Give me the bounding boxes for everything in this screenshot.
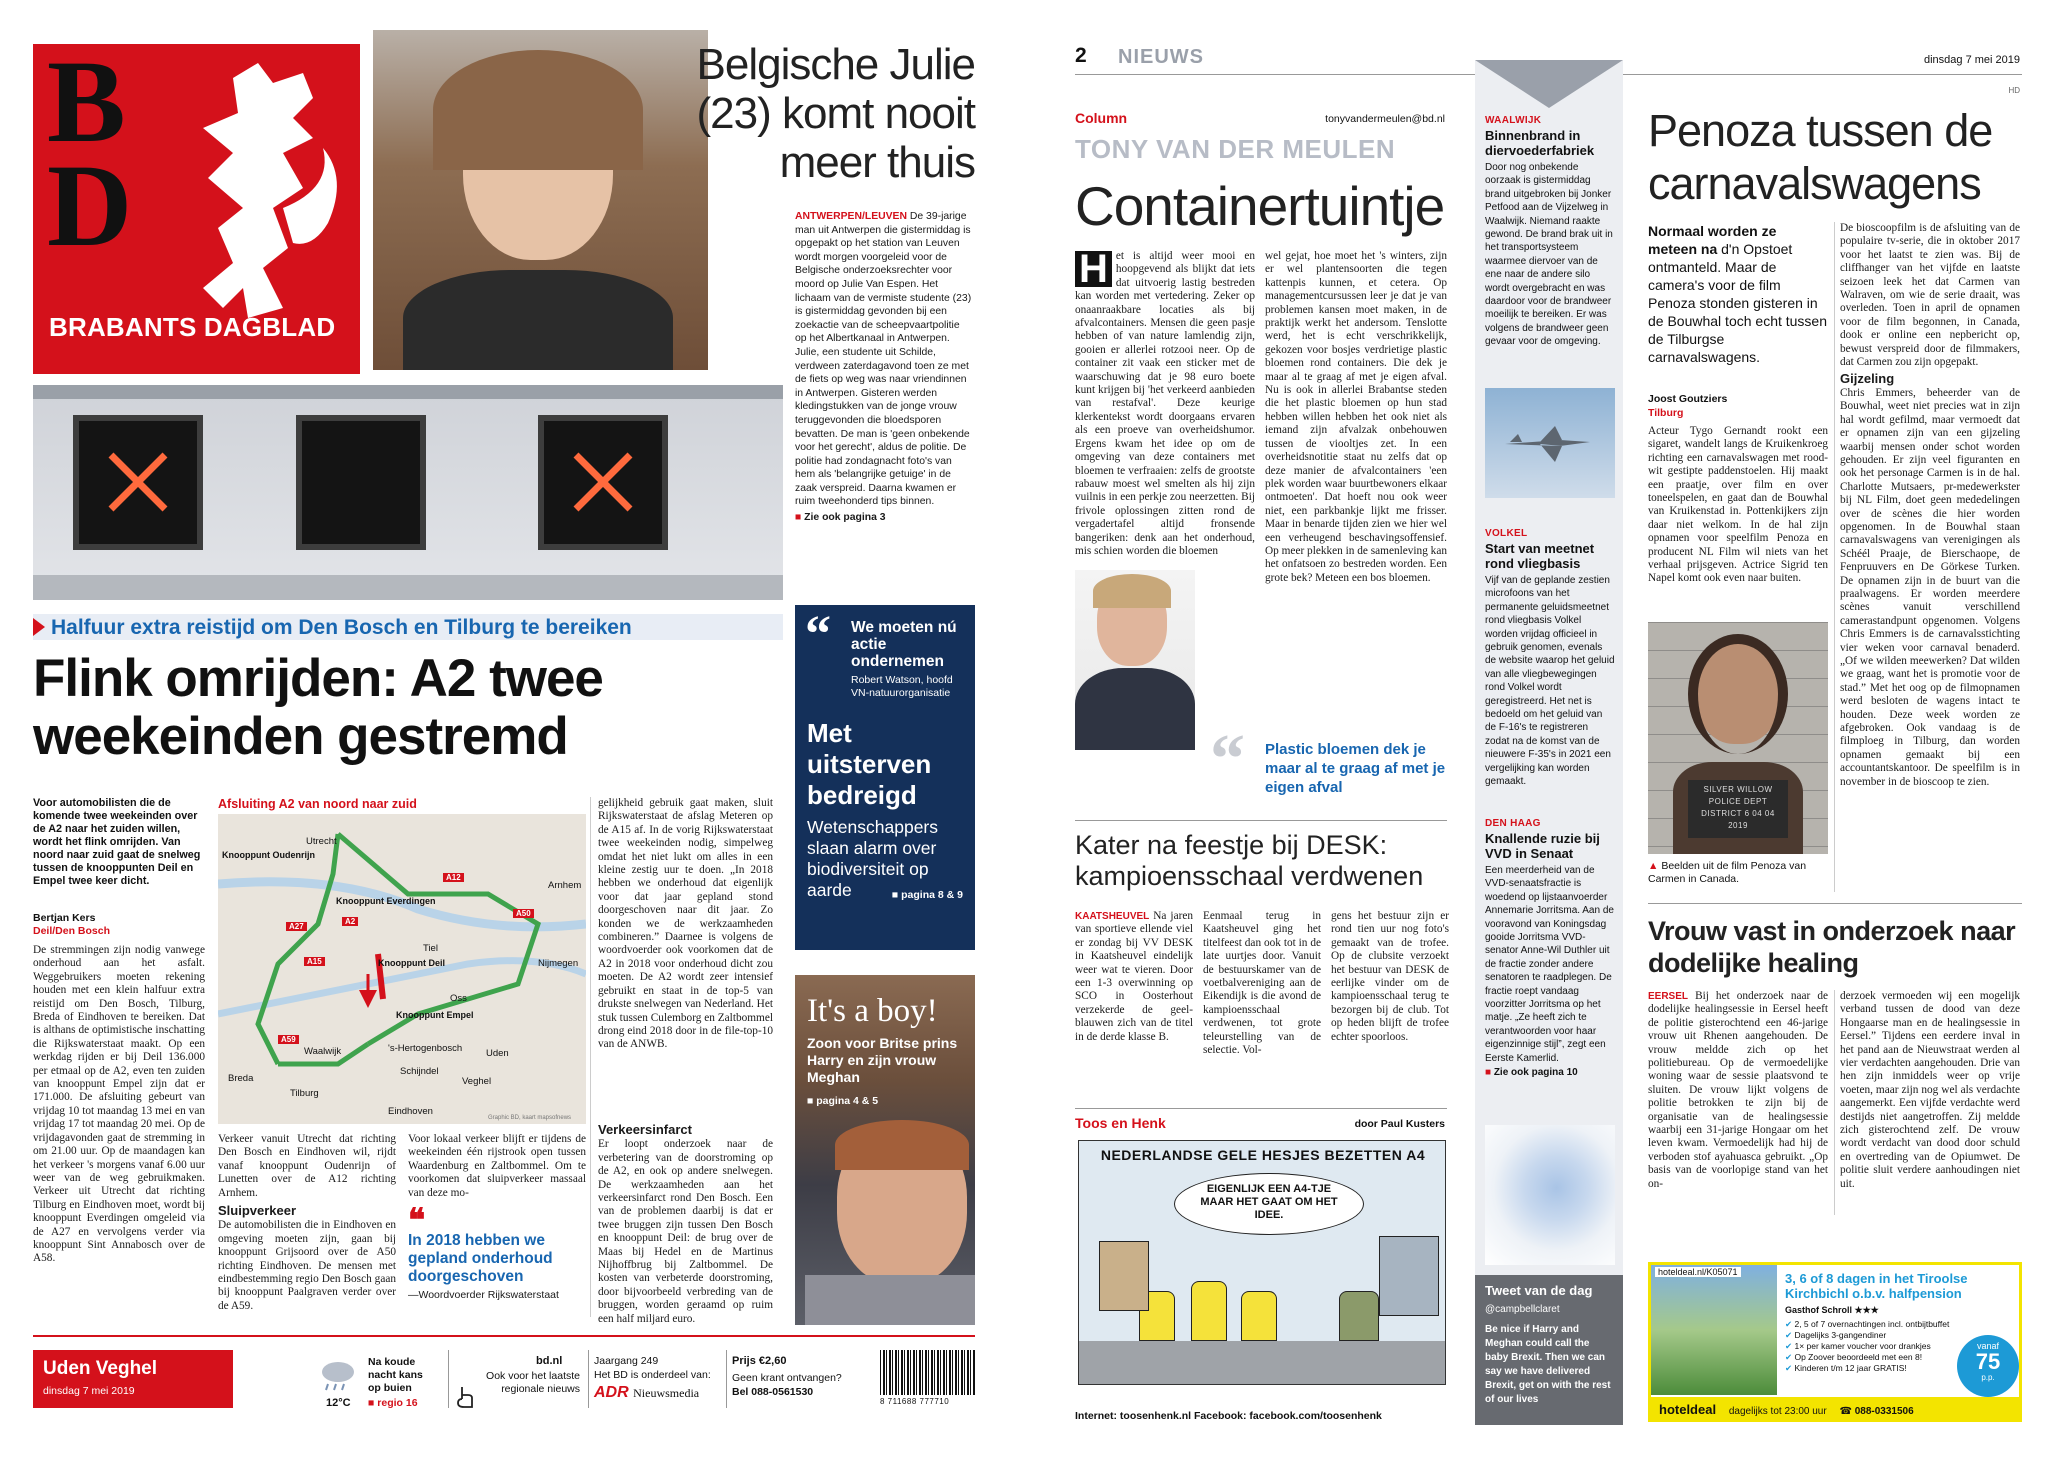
phone-icon: ☎: [1839, 1406, 1852, 1417]
service-phone[interactable]: Bel 088-0561530: [732, 1386, 814, 1398]
desk-col2: Eenmaal terug in Kaatsheuvel ging het titelfeest dan ook tot in de late uurtjes door. Vanuit de bestuurskamer van de voetbalvereniging aan de Eikendijk is die avond de kampioensschaal verdwenen, tot grote teleurstelling van de selectie. Vol-: [1203, 910, 1321, 1057]
group-label: Het BD is onderdeel van:: [594, 1369, 711, 1381]
tweet-handle: @campbellclaret: [1485, 1304, 1560, 1315]
denhaag-place: DEN HAAG: [1485, 818, 1541, 829]
a2-quote: In 2018 hebben we gepland onderhoud doorgeschoven: [408, 1232, 553, 1286]
edition-date: dinsdag 7 mei 2019: [43, 1385, 135, 1397]
map-label-den-bosch: 's-Hertogenbosch: [388, 1043, 463, 1054]
penoza-caption: ▲ Beelden uit de film Penoza van Carmen in Canada.: [1648, 860, 1807, 885]
tweet-box[interactable]: [1475, 1275, 1623, 1425]
eersel-body-1: Bij het onderzoek naar de dodelijke healingsessie in Eersel heeft de politie gisterochtend een 46-jarige vrouw uit Rhenen aangehouden. De vrouw meldde zich op het politiebureau. Op de vermoedelijke woning waar de sessie plaatsvond te sluiten. De vrouw lijkt volgens de politie betrokken te zijn bij de organisatie van de healingsessie waarbij een 31-jarige Hongaar om het leven kwam. Vermoedelijk had hij de verboden stof ayahuasca gebruikt. „Op basis van de voorlopige stand van het on-: [1648, 990, 1828, 1190]
lead-ref: Zie ook pagina 3: [804, 512, 886, 524]
bio-ref: pagina 8 & 9: [901, 889, 963, 901]
lead-dateline: ANTWERPEN/LEUVEN: [795, 211, 907, 222]
eersel-col2: derzoek vermoeden wij een mogelijk verband tussen de dood van deze Hongaarse man en de healingsessie in Eersel.” Tijdens een eerdere inval in het pand aan de Nieuwstraat werden al vier verdachten aangehouden. Drie van hen zijn inmiddels weer op vrije voeten, maar zijn nog wel als verdachte aangemerkt. Een vijfde verdachte werd destijds niet aangetroffen. Zij meldde zich gisterochtend zelf. De vrouw wordt verdacht van dood door schuld en overtreding van de Opiumwet. De politie sluit verdere aanhoudingen niet uit.: [1840, 990, 2020, 1190]
map-label-everdingen: Knooppunt Everdingen: [336, 896, 436, 906]
map-credit: Graphic BD, kaart mapsofnews: [488, 1115, 572, 1121]
ad-footer: [1651, 1397, 2022, 1422]
penoza-author: Joost Goutziers: [1648, 393, 1728, 405]
penoza-place: Tilburg: [1648, 407, 1684, 419]
columnist-photo: [1075, 570, 1195, 750]
ad-item: ✔ Kinderen t/m 12 jaar GRATIS!: [1785, 1363, 1907, 1373]
ad-items: [1785, 1319, 1955, 1374]
fighter-jet-photo: [1485, 388, 1615, 498]
web-sub: Ook voor het laatste regionale nieuws: [486, 1370, 580, 1395]
masthead-logo[interactable]: [33, 36, 360, 374]
ad-hotel: Gasthof Schroll ★★★: [1785, 1305, 1879, 1315]
penoza-body-2: De bioscoopfilm is de afsluiting van de populaire tv-serie, die in oktober 2017 voor het laatst te zien was. Bij de cliffhanger van het vijfde en laatste seizoen leek het dat Carmen van Walraven, om wie de serie draait, was overleden. Toen in april de opnamen voor de film begonnen, in Canada, dook er online een nepbericht op, bewust verspreid door de filmmakers, dat Carmen zou zijn opgepakt.: [1840, 222, 2020, 369]
comic-banner: NEDERLANDSE GELE HESJES BEZETTEN A4: [1100, 1147, 1426, 1163]
a2-body-col4: [598, 797, 773, 1326]
penoza-col2: [1840, 222, 2020, 894]
adr-logo: ADR Nieuwsmedia: [594, 1384, 700, 1401]
map-label-deil: Knooppunt Deil: [378, 958, 445, 968]
ad-item: ✔ Dagelijks 3-gangendiner: [1785, 1330, 1887, 1340]
a2-headline[interactable]: Flink omrijden: A2 twee weekeinden gestremd: [33, 649, 603, 766]
royal-baby-box[interactable]: [795, 975, 975, 1325]
map-label-tiel: Tiel: [423, 943, 438, 954]
a2-body-col2: [218, 1133, 396, 1313]
quote-mark-icon: “: [805, 606, 831, 663]
a2-body-5: gelijkheid gebruik gaat maken, sluit Rijkswaterstaat de afslag Meteren op de A15 af. In de vorig Rijkswaterstaat twee weekeinden nodig, simpelweg omdat het niet lukt om alles in een kleine zestig uur te doen. „In 2018 hebben we onderhoud dat eigenlijk voor dat jaar gepland stond doorgeschoven naar dit jaar. Zo konden we de werkzaamheden combineren.” Daarnee is volgens de woordvoerder ook voorkomen dat de A2 in 2018 voor onderhoud dicht zou moeten. De A2 wordt zeer intensief gebruikt en staat in de top-5 van drukste snelwegen van Nederland. Het stuk tussen Culemborg en Zaltbommel drong eind 2018 door in de file-top-10 van de ANWB.: [598, 797, 773, 1051]
weather-forecast: Na koude nacht kans op buien: [368, 1356, 423, 1394]
ad-from: vanaf: [1976, 1341, 2000, 1351]
column-label: Column: [1075, 110, 1128, 126]
bio-headline: Met uitsterven bedreigd: [807, 718, 932, 810]
road-label-a50: A50: [513, 909, 534, 918]
denhaag-brief[interactable]: [1485, 818, 1615, 1078]
hoteldeal-ad[interactable]: [1648, 1262, 2022, 1422]
volkel-place: VOLKEL: [1485, 528, 1528, 539]
bio-ref-row: ■ pagina 8 & 9: [891, 889, 963, 901]
waalwijk-place: WAALWIJK: [1485, 115, 1542, 126]
desk-col3: gens het bestuur zijn er rond tien uur nog foto's gemaakt van de trofee. Op de clubsite verzoekt het bestuur van DESK de eerlijke vinder om de kampioensschaal terug te bezorgen bij de club. Tot op heden blijft de trofee echter spoorloos.: [1331, 910, 1449, 1043]
waalwijk-head: Binnenbrand in diervoederfabriek: [1485, 128, 1595, 158]
a2-author-place: Deil/Den Bosch: [33, 925, 111, 937]
a2-body-6: Er loopt onderzoek naar de verbetering van de doorstroming op de A2, en ook op andere snelwegen. De werkzaamheden aan het verkeersinfarct rond Den Bosch. Een van de problemen daarbij is dat er twee bruggen zijn tussen Den Bosch en knooppunt Deil: de brug over de Maas bij Hedel en de Martinus Nijhoffbrug bij Zaltbommel. De kosten van verbeterde doorstroming, door bijvoorbeeld verbreding van de bruggen, worden geraamd op ruim een half miljard euro.: [598, 1138, 773, 1325]
a2-sub-sluipverkeer: Sluipverkeer: [218, 1203, 297, 1219]
column-pullquote-icon: “: [1210, 721, 1245, 798]
denhaag-ref-row: ■ Zie ook pagina 10: [1485, 1067, 1578, 1079]
road-label-a59: A59: [278, 1035, 299, 1044]
a2-intro: Voor automobilisten die de komende twee weekeinden over de A2 naar het zuiden willen, wordt het flink omrijden. Van noord naar zuid gaat de snelweg tussen de knooppunten Deil en Empel twee keer dicht.: [33, 797, 201, 887]
penoza-byline: [1648, 392, 1727, 420]
price: Prijs €2,60: [732, 1355, 787, 1367]
quote-mark-icon: ❝: [408, 1202, 426, 1239]
map-title: Afsluiting A2 van noord naar zuid: [218, 797, 417, 811]
desk-dateline: KAATSHEUVEL: [1075, 911, 1150, 922]
map-label-eindhoven: Eindhoven: [388, 1106, 433, 1117]
weather-region[interactable]: ■ regio 16: [368, 1397, 418, 1409]
ad-item: ✔ 1× per kamer voucher voor drankjes: [1785, 1341, 1931, 1351]
penoza-mugshot: [1648, 622, 1828, 854]
penoza-headline[interactable]: Penoza tussen de carnavalswagens: [1648, 105, 1993, 209]
ad-pp: p.p.: [1981, 1373, 1995, 1382]
barcode: [880, 1350, 975, 1395]
bio-quote-src: Robert Watson, hoofd VN-natuurorganisatie: [851, 674, 953, 699]
a2-body-col3: [408, 1133, 586, 1302]
column-headline[interactable]: Containertuintje: [1075, 175, 1445, 237]
hand-pointer-icon: [454, 1385, 476, 1409]
lead-article: [795, 210, 972, 525]
comic-panel: [1078, 1140, 1446, 1385]
matrix-sign-photo: [33, 385, 783, 600]
map-label-oudenrijn: Knooppunt Oudenrijn: [222, 850, 315, 860]
desk-headline[interactable]: Kater na feestje bij DESK: kampioensschaal verdwenen: [1075, 830, 1424, 891]
a2-byline: [33, 912, 203, 938]
volkel-head: Start van meetnet rond vliegbasis: [1485, 541, 1595, 571]
lead-body: De 39-jarige man uit Antwerpen die gistermiddag is opgepakt op het station van Leuven wordt morgen voorgeleid voor de Belgische onderzoeksrechter voor moord op Julie Van Espen. Het lichaam van de vermiste studente (23) is gistermiddag gevonden bij een zoekactie van de scheepvaartpolitie op het Albertkanaal in Antwerpen. Julie, een studente uit Schilde, verdween zaterdagavond toen ze met de fiets op weg was naar vriendinnen in Antwerpen. Gisteren werden kledingstukken van de jonge vrouw teruggevonden die bloedsporen bevatten. De man is 'geen onbekende voor het gerecht', aldus de politie. De politie had zondagnacht foto's van hem als 'belangrijke getuige' in de zaak verspreid. Daarna kwamen er ruim tweehonderd tips binnen.: [795, 211, 972, 508]
a2-kicker-row: [33, 614, 783, 640]
closed-lane-x-icon: [568, 447, 638, 517]
map-label-utrecht: Utrecht: [306, 836, 337, 847]
ad-photo: [1651, 1265, 1777, 1395]
road-label-a12: A12: [443, 873, 464, 882]
penoza-intro-bold: Normaal worden ze meteen na: [1648, 223, 1777, 257]
comic-balloon-text: EIGENLIJK EEN A4-TJE MAAR HET GAAT OM HET IDEE.: [1200, 1183, 1338, 1221]
ad-url[interactable]: hoteldeal.nl/K05071: [1655, 1267, 1741, 1277]
a2-author: Bertjan Kers: [33, 912, 96, 924]
penoza-intro: [1648, 222, 1828, 366]
section-title: NIEUWS: [1118, 46, 1204, 68]
a2-body-col1: De stremmingen zijn nodig vanwege onderhoud aan het asfalt. Weggebruikers moeten rekening houden met een klein halfuur extra reistijd om Den Bosch, Tilburg, Breda of Eindhoven te bereiken. Dat is althans de optimistische inschatting die Rijkswaterstaat maakt. Op een werkdag rijden er bij Deil 136.000 per etmaal op de A2, even ten zuiden van knooppunt Empel zijn dat er 171.000. De afsluiting gebeurt van vrijdag 10 tot maandag 13 mei en van vrijdag 17 tot maandag 20 mei. Op de vrijdagavonden gaat de stremming in om 21.00 uur. Op de maandagen kan het verkeer 's morgens vanaf 6.00 uur weer van de weg gebruikmaken. Verkeer uit Utrecht dat richting Tilburg en Eindhoven moet, wordt bij knooppunt Everdingen omgeleid via de A27 en vervolgens verder via knooppunt Sint Annabosch over de A58.: [33, 944, 205, 1265]
weather-temp: 12°C: [326, 1397, 351, 1409]
logo-letters: BD: [47, 36, 133, 271]
road-label-a27: A27: [286, 922, 307, 931]
a2-pullquote: [408, 1202, 586, 1302]
eersel-col1: [1648, 990, 1828, 1191]
volkel-brief[interactable]: [1485, 528, 1615, 789]
column-col2: wel gejat, hoe moet het 's winters, zijn er wel plantensoorten die tegen kattenpis kunnen, et cetera. Op managementcursussen leer je dat je van problemen kansen moet maken, in de praktijk werkt het andersom. Tenslotte werd, het is echt verschrikkelijk, gekozen voor bosjes verdrietige plastic bloemen rond containers. Die dek je maar al te graag af met je eigen afval. Nu is ook in allerlei Brabantse steden die het plastic bloemen op hun stad hebben willen hebben het ook niet als iemand zijn afvalzak onbehouwen tussen de viooltjes zet. In een overheidsnotitie staat nu zelfs dat op deze manier de afvalcontainers 'een plek worden waar buurtbewoners elkaar ontmoeten'. Dat hoeft nou ook weer niet, een parkbankje lijkt me frisser. Maar in benarde tijden zien we hier wel een verheugend beschavingsoffensief. Op meer plekken in de samenleving kan het onfatsoen zo bestreden worden. Een grote bek? Meteen een bos bloemen.: [1265, 250, 1447, 584]
road-label-a2: A2: [342, 917, 358, 926]
map-label-breda: Breda: [228, 1073, 254, 1084]
tweet-body: Be nice if Harry and Meghan could call the baby Brexit. Then we can say we have delivered Brexit, get on with the rest of our lives: [1485, 1324, 1611, 1405]
ad-headline: 3, 6 of 8 dagen in het Tiroolse Kirchbichl o.b.v. halfpension: [1785, 1271, 1968, 1301]
map-label-schijndel: Schijndel: [400, 1066, 439, 1077]
road-label-a15: A15: [304, 957, 325, 966]
ad-brand: hoteldeal: [1659, 1402, 1717, 1417]
ad-price: 75: [1975, 1349, 2001, 1374]
ad-phone[interactable]: 088-0331506: [1854, 1406, 1914, 1417]
column-body-1: et is altijd weer mooi en hoopgevend als blijkt dat iets dat uitvoerig lastig bestreden kan worden met vertedering. Zeker op onaanraakbare locaties als bij afvalcontainers. Mensen die geen pasje hebben of van nature lamlendig zijn, gooien er allerlei rotzooi neer. Op de container zit vaak een sticker met de waarschuwing dat je 98 euro boete kunt krijgen bij 'het verkeerd aanbieden van restafval'. Deze keurige klerkentekst wordt doorgaans ervaren als een proeve van overheidshumor. Ergens kwam het idee op om de omgeving van deze containers met bloemen te verfraaien: zelfs de grootste rabauw moest wel smelten als hij zijn vuilnis in een perkje zou neerzetten. Bij frivole oplossingen zitten rond de vergadertafel altijd fronsende bangeriken: denk aan het onderhoud, mis schien worden die bloemen: [1075, 250, 1255, 557]
lead-ref-row[interactable]: ■ Zie ook pagina 3: [795, 512, 886, 524]
edition-name: Uden Veghel: [43, 1358, 158, 1379]
a2-map: [218, 797, 586, 1127]
comic-author: door Paul Kusters: [1354, 1118, 1445, 1130]
column-email[interactable]: tonyvandermeulen@bd.nl: [1325, 113, 1445, 125]
map-label-arnhem: Arnhem: [548, 880, 582, 891]
denhaag-head: Knallende ruzie bij VVD in Senaat: [1485, 831, 1600, 861]
lion-icon: [163, 58, 353, 338]
fighter-jet-icon: [1500, 418, 1600, 468]
penoza-sub-gijzeling: Gijzeling: [1840, 371, 1895, 387]
comic-footer[interactable]: Internet: toosenhenk.nl Facebook: facebook.com/toosenhenk: [1075, 1410, 1382, 1422]
bio-quote: We moeten nú actie ondernemen: [851, 619, 957, 670]
map-label-uden: Uden: [486, 1048, 509, 1059]
a2-quote-src: —Woordvoerder Rijkswaterstaat: [408, 1289, 559, 1302]
biodiversity-box[interactable]: [795, 605, 975, 950]
volkel-body: Vijf van de geplande zestien microfoons van het permanente geluidsmeetnet rond vliegbasis Volkel worden vrijdag officieel in gebruik genomen, evenals de website waarop het geluid van alle vliegbewegingen rond Volkel wordt geregistreerd. Het net is bedoeld om het geluid van de F-16's te registreren zodat na de komst van de nieuwere F-35's in 2021 een vergelijking kan worden gemaakt.: [1485, 575, 1615, 788]
penoza-body-3: Chris Emmers, beheerder van de Bouwhal, weet niet precies wat in zijn hal wordt gefilmd, maar vermoedt dat er opnamen zijn van een gijzeling waarbij mensen onder schot worden gehouden. Er zijn veel figuranten en ook het personage Carmen is in de hal. Charlotte Mutsaers, pr-medewerkster bij NL Film, doet geen mededelingen over de scènes die hier worden opgenomen. In de Bouwhal staan carnavalswagens van verenigingen als Schéél Praaje, de Bierschaope, de Fenpruuvers en De Görkese Turken. De opnamen zijn in de buurt van die praalwagens. Er worden meerdere scènes vanuit verschillend camerastandpunt opgenomen. Volgens Chris Emmers is de carnavalsstichting vier weken voor carnaval benaderd. „Of we wilden meewerken? Dat wilden we graag, want het is promotie voor de stad.” Met het oog op de filmopnamen werd besloten de wagens intact te houden. Deze week worden ze afgebroken. Ook vandaag is de filmploeg in Tilburg, dan worden opnamen gemaakt bij een accountantskantoor. De speelfilm is in november in de bioscoop te zien.: [1840, 386, 2020, 788]
a2-body-4: Voor lokaal verkeer blijft er tijdens de weekeinden één rijstrook open tussen Waardenburg en Zaltbommel. Om te voorkomen dat sluipverkeer massaal van deze mo-: [408, 1133, 586, 1199]
edition-box: [33, 1350, 233, 1408]
ad-item: ✔ 2, 5 of 7 overnachtingen incl. ontbijtbuffet: [1785, 1319, 1950, 1329]
desk-body-1: Na jaren van sportieve ellende viel er zondag bij VV DESK in Kaatsheuvel eindelijk weer wat te vieren. Door een 1-3 overwinning op SCO in Oosterhout verzekerde de geel-blauwen zich van de titel in de derde klasse B.: [1075, 910, 1194, 1043]
map-label-empel: Knooppunt Empel: [396, 1010, 474, 1020]
ad-item: ✔ Op Zoover beoordeeld met een 8!: [1785, 1352, 1923, 1362]
missed-paper: Geen krant ontvangen?: [732, 1372, 842, 1384]
map-label-nijmegen: Nijmegen: [538, 958, 579, 969]
penoza-intro-text: d'n Opstoet ontmanteld. Maar de camera's voor de film Penoza stonden gisteren in de Bouwhal toch echt tussen de Tilburgse carnavalswagens.: [1648, 241, 1828, 365]
volume: Jaargang 249: [594, 1355, 659, 1367]
eersel-dateline: EERSEL: [1648, 991, 1689, 1002]
boy-body: Zoon voor Britse prins Harry en zijn vrouw Meghan: [807, 1035, 958, 1085]
boy-headline: It's a boy!: [807, 993, 938, 1029]
a2-kicker[interactable]: Halfuur extra reistijd om Den Bosch en Tilburg te bereiken: [51, 616, 632, 639]
column-pullquote: Plastic bloemen dek je maar al te graag af met je eigen afval: [1265, 741, 1446, 796]
boy-ref-row: ■ pagina 4 & 5: [807, 1095, 879, 1107]
waalwijk-brief[interactable]: [1485, 115, 1615, 349]
denhaag-body: Een meerderheid van de VVD-senaatsfractie is woedend op lijstaanvoerder Annemarie Jorritsma. Aan de vooravond van Koningsdag gooide Jorritsma VVD-senator Anne-Wil Duthler uit de fractie zonder andere senatoren te raadplegen. De fractie roept vandaag voorzitter Jorritsma op het matje. „Ze heeft zich te verantwoorden voor haar eigenzinnige stijl”, zegt een Eerste Kamerlid.: [1485, 865, 1614, 1064]
tweet-title: Tweet van de dag: [1485, 1283, 1593, 1298]
ad-hours: dagelijks tot 23:00 uur: [1728, 1406, 1827, 1417]
a2-sub-verkeersinfarct: Verkeersinfarct: [598, 1122, 692, 1137]
a2-body-3: De automobilisten die in Eindhoven en omgeving moeten zijn, gaan bij knooppunt Grijsoord over de A50 richting Eindhoven. De mensen met eindbestemming regio Den Bosch gaan bij knooppunt Paalgraven verder over de A59.: [218, 1219, 396, 1312]
penoza-col1: Acteur Tygo Gernandt rookt een sigaret, wandelt langs de Kruikenkroeg richting een carnavalswagen met rood-wit gestipte paddenstoelen. Hij maakt een praatje, over film en over toneelspelen, en gaat dan de Bouwhal van Kruikenstad in. Pottenkijkers zijn daar niet welkom. In de hal zijn opnamen voor speelfilm Penoza en producent NL Film wil niets van het verhaal prijsgeven. Actrice Sigrid ten Napel komt ook even naar buiten.: [1648, 425, 1828, 585]
edition-code: HD: [2008, 86, 2020, 95]
map-label-waalwijk: Waalwijk: [304, 1046, 342, 1057]
desk-col1: [1075, 910, 1193, 1044]
mugshot-board: SILVER WILLOW POLICE DEPT DISTRICT 6 04 04 2019: [1688, 780, 1788, 838]
web-address[interactable]: bd.nl: [536, 1355, 563, 1367]
beschuit-muisjes-photo: [1485, 1125, 1615, 1265]
map-label-veghel: Veghel: [462, 1076, 492, 1087]
page-number: 2: [1075, 44, 1087, 67]
barcode-number: 8 711688 777710: [880, 1397, 950, 1406]
lead-headline[interactable]: Belgische Julie (23) komt nooit meer thuis: [696, 40, 975, 187]
comic-title: Toos en Henk: [1075, 1115, 1166, 1131]
map-label-tilburg: Tilburg: [290, 1088, 319, 1099]
map-label-oss: Oss: [450, 993, 467, 1004]
bio-body: Wetenschappers slaan alarm over biodiversiteit op aarde: [807, 817, 939, 900]
boy-ref: pagina 4 & 5: [816, 1095, 879, 1107]
ad-price-badge: [1957, 1335, 2019, 1397]
brand-name: BRABANTS DAGBLAD: [49, 312, 336, 342]
eersel-headline[interactable]: Vrouw vast in onderzoek naar dodelijke healing: [1648, 916, 2016, 978]
column-author: TONY VAN DER MEULEN: [1075, 134, 1396, 164]
waalwijk-body: Door nog onbekende oorzaak is gistermiddag brand uitgebroken bij Jonker Petfood aan de Vijzelweg in Waalwijk. Niemand raakte gewond. De brand brak uit in het transportsysteem waarmee diervoer van de ene naar de andere silo wordt overgebracht en was daardoor voor de brandweer moeilijk te bereiken. Er was volgens de brandweer geen gevaar voor de omgeving.: [1485, 162, 1613, 348]
closed-lane-x-icon: [103, 447, 173, 517]
cloud-rain-icon: [318, 1358, 358, 1392]
dropcap: H: [1075, 251, 1112, 287]
a2-body-2: Verkeer vanuit Utrecht dat richting Den Bosch en Eindhoven wil, rijdt vanaf knooppunt Oudenrijn of Lunetten over de A12 richting Arnhem.: [218, 1133, 396, 1199]
page-date: dinsdag 7 mei 2019: [1923, 54, 2020, 66]
